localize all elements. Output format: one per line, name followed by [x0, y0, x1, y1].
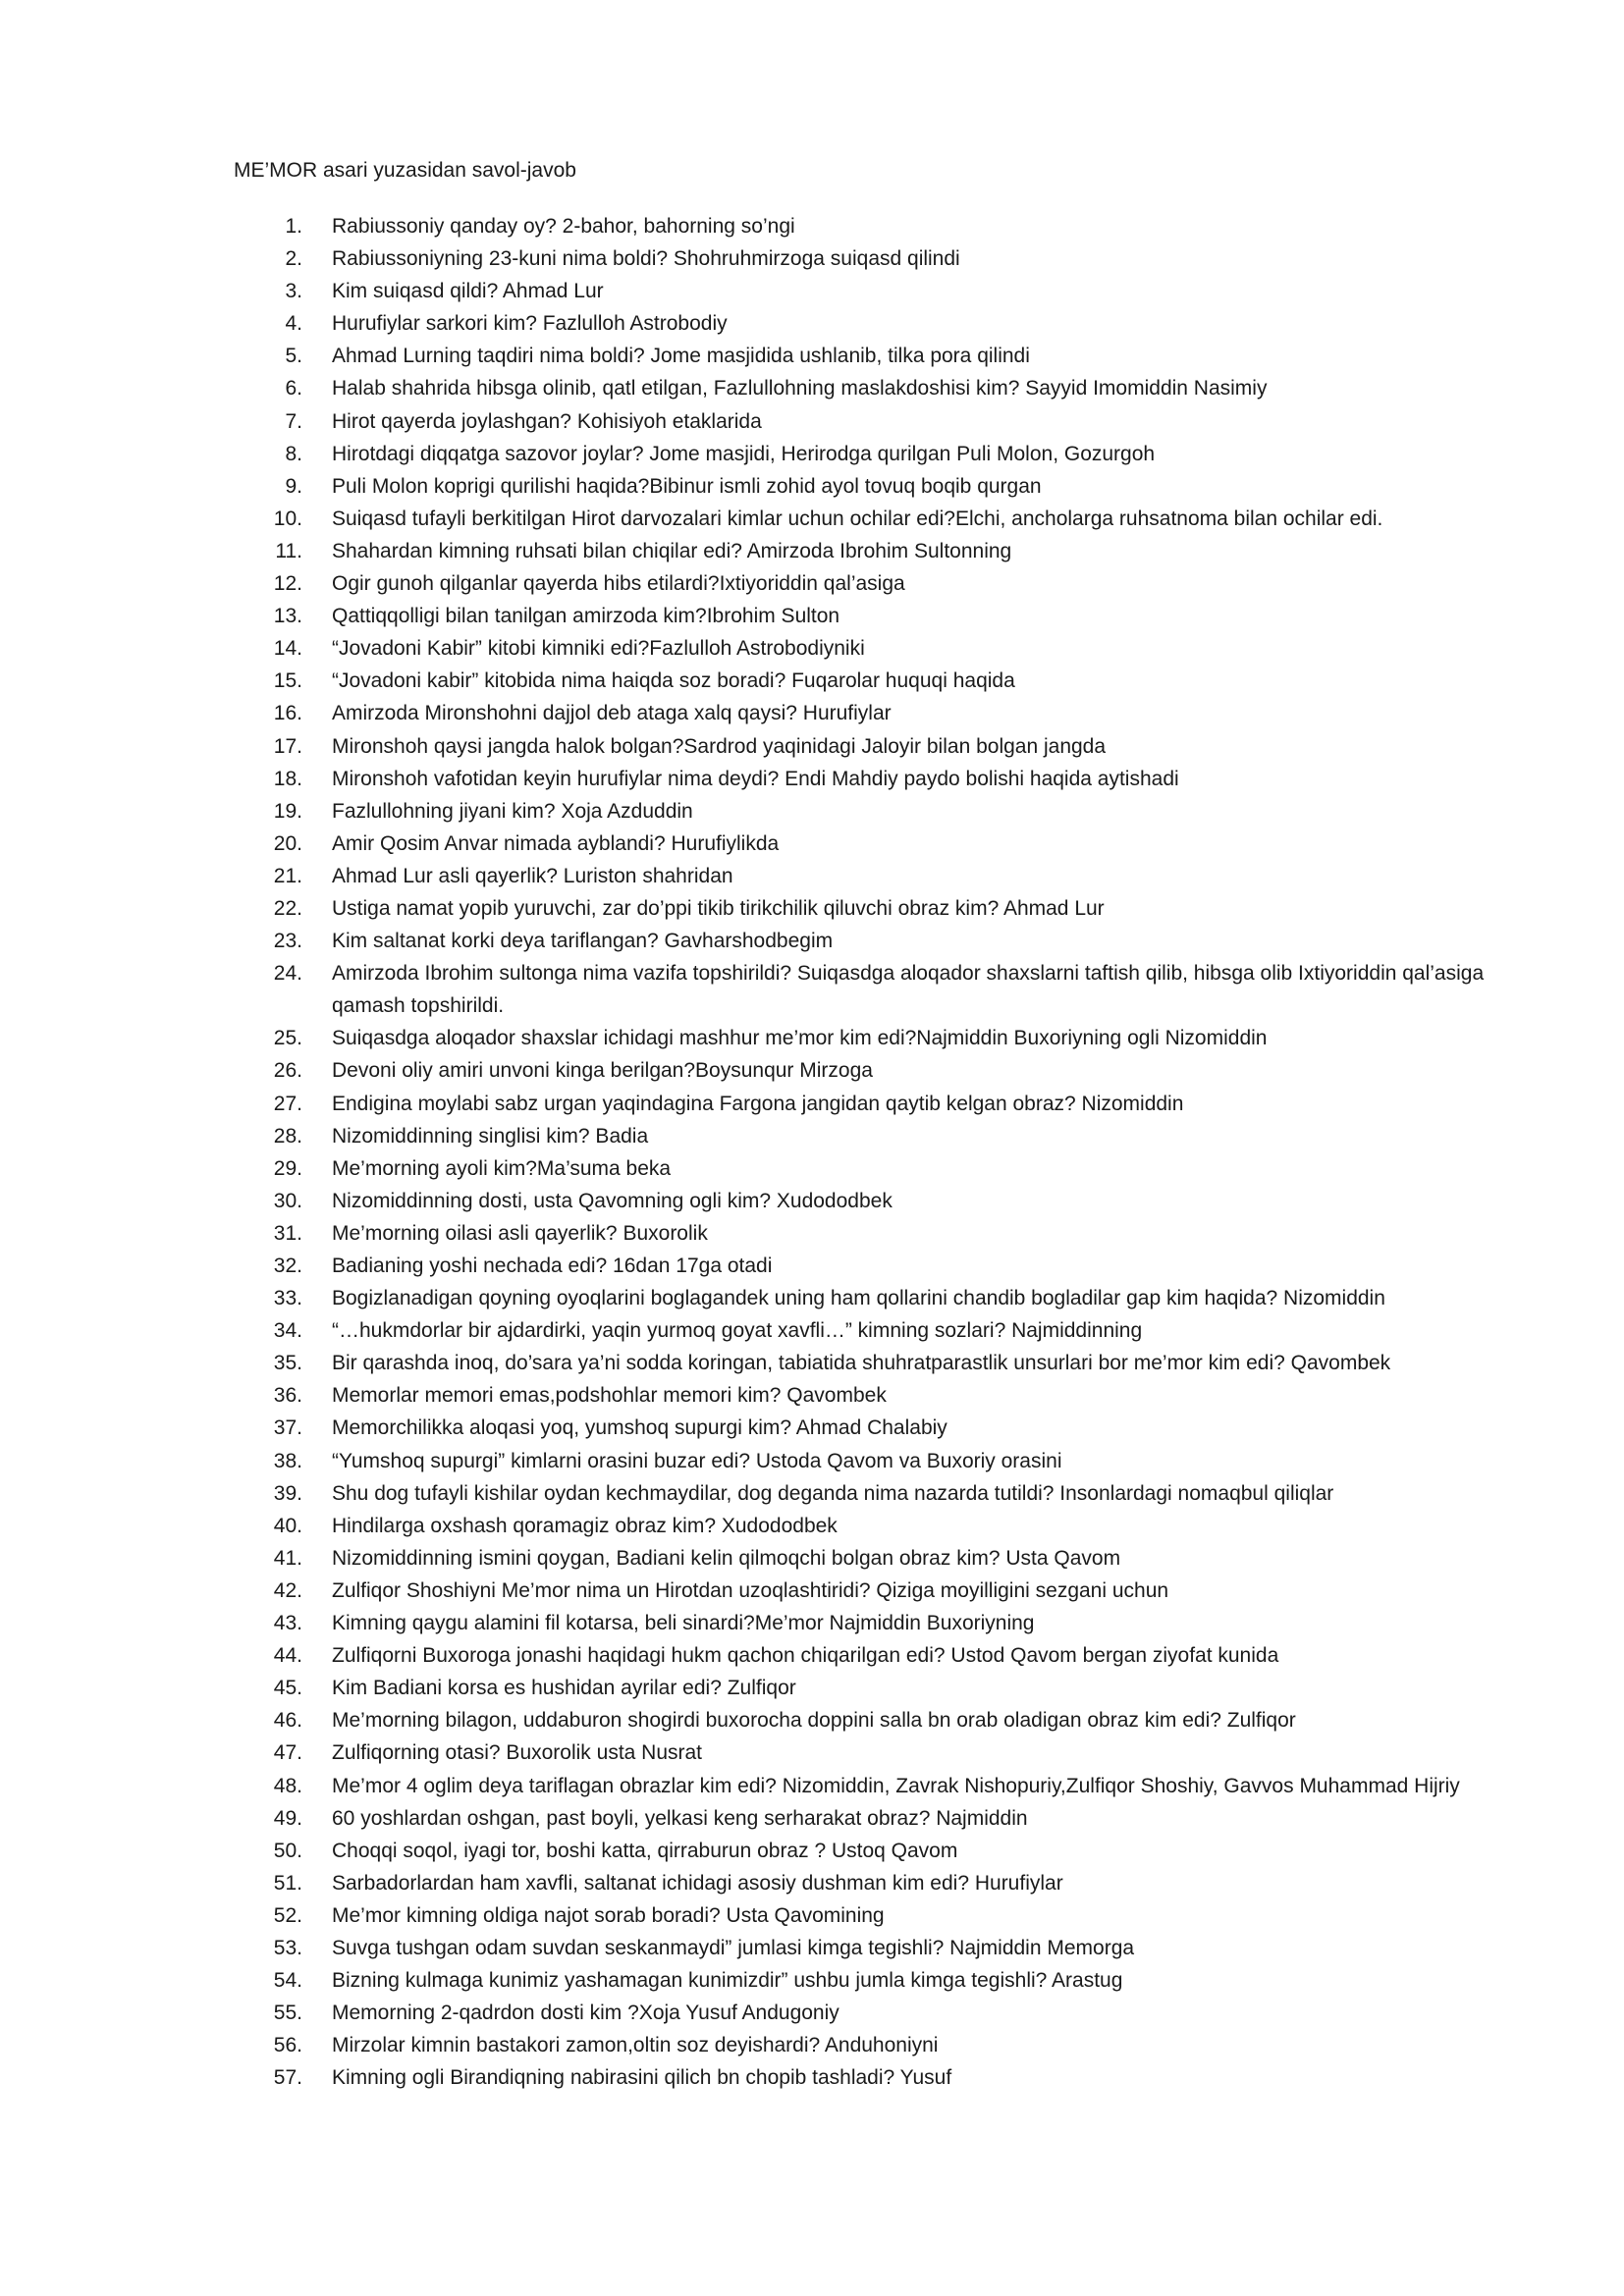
list-item-text: Kim suiqasd qildi? Ahmad Lur — [332, 280, 604, 303]
list-item-number: 41. — [273, 1546, 302, 1570]
list-item-text: Kim Badiani korsa es hushidan ayrilar edi? Zulfiqor — [332, 1677, 796, 1700]
list-item-text: Hirotdagi diqqatga sazovor joylar? Jome masjidi, Herirodga qurilgan Puli Molon, Gozurgoh — [332, 442, 1156, 465]
list-item-number: 37. — [273, 1416, 302, 1440]
list-item — [234, 567, 1530, 600]
list-item — [234, 860, 1530, 892]
list-item-text: Hindilarga oxshash qoramagiz obraz kim? Xudododbek — [332, 1514, 838, 1537]
list-item-text: “…hukmdorlar bir ajdardirki, yaqin yurmoq goyat xavfli…” kimning sozlari? Najmiddinning — [332, 1319, 1143, 1343]
list-item-number: 19. — [273, 799, 302, 823]
list-item — [234, 372, 1530, 404]
list-item — [234, 2029, 1530, 2061]
list-item-number: 17. — [273, 734, 302, 758]
question-answer-list — [234, 210, 1530, 2094]
list-item-text: Amirzoda Mironshohni dajjol deb ataga xalq qaysi? Hurufiylar — [332, 702, 892, 725]
list-item — [234, 1250, 1530, 1282]
list-item-number: 57. — [273, 2066, 302, 2090]
list-item-number: 32. — [273, 1255, 302, 1277]
list-item-number: 23. — [273, 930, 302, 953]
list-item — [234, 632, 1530, 665]
list-item-text: 60 yoshlardan oshgan, past boyli, yelkasi keng serharakat obraz? Najmiddin — [332, 1806, 1028, 1830]
list-item-text: Sarbadorlardan ham xavfli, saltanat ichidagi asosiy dushman kim edi? Hurufiylar — [332, 1871, 1063, 1895]
list-item — [234, 2061, 1530, 2094]
list-item — [234, 1997, 1530, 2029]
list-item-number: 53. — [273, 1936, 302, 1959]
list-item-number: 56. — [273, 2034, 302, 2057]
document-title: ME’MOR asari yuzasidan savol-javob — [234, 159, 576, 182]
list-item-number: 40. — [273, 1514, 302, 1537]
list-item-text: Kim saltanat korki deya tariflangan? Gavharshodbegim — [332, 930, 834, 953]
list-item — [234, 600, 1530, 632]
list-item-number: 15. — [273, 669, 302, 693]
list-item-number: 5. — [285, 345, 302, 368]
list-item — [234, 1704, 1530, 1736]
list-item-number: 43. — [273, 1612, 302, 1635]
list-item-text: Endigina moylabi sabz urgan yaqindagina Fargona jangidan qaytib kelgan obraz? Nizomiddin — [332, 1092, 1184, 1115]
list-item — [234, 535, 1530, 567]
list-item-text: Me’morning bilagon, uddaburon shogirdi buxorocha doppini salla bn orab oladigan obraz kim edi? Zulfiqor — [332, 1709, 1296, 1733]
list-item — [234, 1639, 1530, 1672]
list-item — [234, 1217, 1530, 1250]
list-item — [234, 1542, 1530, 1575]
list-item-number: 26. — [273, 1059, 302, 1083]
list-item-number: 48. — [273, 1774, 302, 1797]
list-item-text: Mirzolar kimnin bastakori zamon,oltin soz deyishardi? Anduhoniyni — [332, 2034, 939, 2057]
list-item-text: Me’mor kimning oldiga najot sorab boradi? Usta Qavomining — [332, 1903, 885, 1927]
list-item — [234, 1088, 1530, 1120]
list-item — [234, 1445, 1530, 1477]
list-item-text: Rabiussoniy qanday oy? 2-bahor, bahorning so’ngi — [332, 215, 795, 238]
list-item-number: 30. — [273, 1189, 302, 1212]
list-item-text: “Jovadoni kabir” kitobida nima haiqda soz boradi? Fuqarolar huquqi haqida — [332, 669, 1015, 693]
list-item-text: Halab shahrida hibsga olinib, qatl etilgan, Fazlullohning maslakdoshisi kim? Sayyid Imomiddin Nasimiy — [332, 377, 1268, 400]
list-item-number: 24. — [273, 962, 302, 986]
list-item-text: Ahmad Lurning taqdiri nima boldi? Jome masjidida ushlanib, tilka pora qilindi — [332, 345, 1030, 368]
list-item — [234, 1282, 1530, 1314]
list-item-number: 6. — [285, 377, 302, 400]
list-item-number: 52. — [273, 1903, 302, 1927]
list-item-number: 20. — [273, 831, 302, 855]
list-item — [234, 1964, 1530, 1997]
list-item-number: 28. — [273, 1124, 302, 1148]
list-item-number: 2. — [285, 247, 302, 271]
list-item-number: 31. — [273, 1221, 302, 1245]
list-item — [234, 1152, 1530, 1185]
list-item-number: 47. — [273, 1741, 302, 1765]
list-item — [234, 210, 1530, 242]
list-item-text: Zulfiqorning otasi? Buxorolik usta Nusrat — [332, 1741, 703, 1765]
list-item-text: Me’morning oilasi asli qayerlik? Buxorolik — [332, 1221, 708, 1245]
list-item — [234, 1802, 1530, 1835]
list-item-text: Nizomiddinning ismini qoygan, Badiani kelin qilmoqchi bolgan obraz kim? Usta Qavom — [332, 1546, 1121, 1570]
list-item — [234, 1120, 1530, 1152]
list-item-number: 7. — [285, 409, 302, 433]
list-item-number: 50. — [273, 1839, 302, 1862]
list-item-number: 12. — [273, 572, 302, 596]
list-item — [234, 1867, 1530, 1899]
list-item — [234, 1835, 1530, 1867]
list-item-text: Nizomiddinning dosti, usta Qavomning ogli kim? Xudododbek — [332, 1189, 893, 1212]
list-item-text: Bogizlanadigan qoyning oyoqlarini boglagandek uning ham qollarini chandib bogladilar gap kim haqida? Nizomiddin — [332, 1287, 1385, 1310]
list-item-number: 16. — [273, 702, 302, 725]
list-item-text: Me’morning ayoli kim?Ma’suma beka — [332, 1156, 672, 1180]
list-item-text: Memorlar memori emas,podshohlar memori kim? Qavombek — [332, 1384, 887, 1408]
list-item-text: Kimning qaygu alamini fil kotarsa, beli sinardi?Me’mor Najmiddin Buxoriyning — [332, 1612, 1035, 1635]
list-item-text: Rabiussoniyning 23-kuni nima boldi? Shohruhmirzoga suiqasd qilindi — [332, 247, 960, 271]
list-item-number: 22. — [273, 896, 302, 920]
list-item — [234, 1477, 1530, 1510]
list-item-number: 49. — [273, 1806, 302, 1830]
list-item-number: 45. — [273, 1677, 302, 1700]
list-item-text: Puli Molon koprigi qurilishi haqida?Bibinur ismli zohid ayol tovuq boqib qurgan — [332, 474, 1042, 498]
list-item-number: 21. — [273, 864, 302, 887]
list-item-text: Ogir gunoh qilganlar qayerda hibs etilardi?Ixtiyoriddin qal’asiga — [332, 572, 905, 596]
list-item-number: 10. — [273, 507, 302, 530]
list-item-number: 11. — [275, 539, 302, 562]
list-item-text: Choqqi soqol, iyagi tor, boshi katta, qirraburun obraz ? Ustoq Qavom — [332, 1839, 958, 1862]
list-item — [234, 1510, 1530, 1542]
list-item-text: Zulfiqor Shoshiyni Me’mor nima un Hirotdan uzoqlashtiridi? Qiziga moyilligini sezgani uchun — [332, 1578, 1169, 1602]
list-item-text: Bizning kulmaga kunimiz yashamagan kunimizdir” ushbu jumla kimga tegishli? Arastug — [332, 1969, 1123, 1993]
list-item-text: Badianing yoshi nechada edi? 16dan 17ga otadi — [332, 1255, 773, 1277]
list-item-text: Hirot qayerda joylashgan? Kohisiyoh etaklarida — [332, 409, 762, 433]
list-item — [234, 1379, 1530, 1412]
list-item — [234, 1022, 1530, 1054]
list-item-text: Nizomiddinning singlisi kim? Badia — [332, 1124, 649, 1148]
list-item-number: 18. — [273, 767, 302, 790]
list-item — [234, 795, 1530, 828]
list-item-number: 38. — [273, 1449, 302, 1472]
list-item-text: Kimning ogli Birandiqning nabirasini qilich bn chopib tashladi? Yusuf — [332, 2066, 952, 2090]
list-item — [234, 892, 1530, 925]
list-item-number: 9. — [285, 474, 302, 498]
list-item-text: Ustiga namat yopib yuruvchi, zar do’ppi tikib tirikchilik qiluvchi obraz kim? Ahmad Lur — [332, 896, 1105, 920]
list-item — [234, 503, 1530, 535]
list-item-text: Qattiqqolligi bilan tanilgan amirzoda kim?Ibrohim Sulton — [332, 605, 840, 628]
list-item-text: Suvga tushgan odam suvdan seskanmaydi” jumlasi kimga tegishli? Najmiddin Memorga — [332, 1936, 1135, 1959]
list-item-number: 39. — [273, 1481, 302, 1505]
list-item — [234, 1185, 1530, 1217]
list-item — [234, 242, 1530, 275]
list-item-number: 35. — [273, 1352, 302, 1375]
list-item-text: Devoni oliy amiri unvoni kinga berilgan?Boysunqur Mirzoga — [332, 1059, 873, 1083]
list-item-text: Suiqasdga aloqador shaxslar ichidagi mashhur me’mor kim edi?Najmiddin Buxoriyning ogli Nizomiddin — [332, 1027, 1268, 1050]
list-item-number: 51. — [273, 1871, 302, 1895]
list-item-text: Hurufiylar sarkori kim? Fazlulloh Astrobodiy — [332, 312, 728, 336]
list-item-text: Memorchilikka aloqasi yoq, yumshoq supurgi kim? Ahmad Chalabiy — [332, 1416, 947, 1440]
list-item — [234, 1607, 1530, 1639]
list-item-number: 54. — [273, 1969, 302, 1993]
list-item-number: 1. — [285, 215, 302, 238]
list-item-number: 27. — [273, 1092, 302, 1115]
list-item — [234, 1672, 1530, 1704]
list-item — [234, 1412, 1530, 1444]
list-item-number: 25. — [273, 1027, 302, 1050]
list-item — [234, 1770, 1530, 1802]
list-item-number: 29. — [273, 1156, 302, 1180]
list-item-text: Ahmad Lur asli qayerlik? Luriston shahridan — [332, 864, 733, 887]
list-item-text: Shu dog tufayli kishilar oydan kechmaydilar, dog deganda nima nazarda tutildi? Insonlardagi nomaqbul qiliqlar — [332, 1481, 1334, 1505]
list-item-number: 46. — [273, 1709, 302, 1733]
list-item — [234, 763, 1530, 795]
list-item — [234, 1932, 1530, 1964]
list-item-text: Mironshoh qaysi jangda halok bolgan?Sardrod yaqinidagi Jaloyir bilan bolgan jangda — [332, 734, 1107, 758]
list-item-number: 42. — [273, 1578, 302, 1602]
list-item — [234, 697, 1530, 729]
list-item-number: 36. — [273, 1384, 302, 1408]
list-item — [234, 405, 1530, 438]
list-item — [234, 925, 1530, 957]
list-item-number: 3. — [285, 280, 302, 303]
list-item — [234, 1736, 1530, 1769]
list-item — [234, 307, 1530, 340]
list-item-text: Zulfiqorni Buxoroga jonashi haqidagi hukm qachon chiqarilgan edi? Ustod Qavom bergan ziyofat kunida — [332, 1644, 1279, 1668]
list-item — [234, 730, 1530, 763]
list-item-text: Amirzoda Ibrohim sultonga nima vazifa topshirildi? Suiqasdga aloqador shaxslarni taftish qilib, hibsga olib Ixtiyoriddin qal’asiga qamash topshirildi. — [332, 962, 1485, 1018]
list-item — [234, 340, 1530, 372]
list-item — [234, 1347, 1530, 1379]
list-item-text: Shahardan kimning ruhsati bilan chiqilar edi? Amirzoda Ibrohim Sultonning — [332, 539, 1012, 562]
list-item — [234, 665, 1530, 697]
list-item-number: 55. — [273, 2002, 302, 2025]
list-item-number: 14. — [273, 637, 302, 661]
list-item-number: 4. — [285, 312, 302, 336]
list-item-number: 13. — [273, 605, 302, 628]
list-item — [234, 1899, 1530, 1932]
list-item-text: Suiqasd tufayli berkitilgan Hirot darvozalari kimlar uchun ochilar edi?Elchi, ancholarga ruhsatnoma bilan ochilar edi. — [332, 507, 1383, 530]
list-item-text: Bir qarashda inoq, do’sara ya’ni sodda koringan, tabiatida shuhratparastlik unsurlari bor me’mor kim edi? Qavombek — [332, 1352, 1391, 1375]
list-item-number: 33. — [273, 1287, 302, 1310]
list-item-text: Mironshoh vafotidan keyin hurufiylar nima deydi? Endi Mahdiy paydo bolishi haqida aytishadi — [332, 767, 1179, 790]
list-item-text: Memorning 2-qadrdon dosti kim ?Xoja Yusuf Andugoniy — [332, 2002, 839, 2025]
list-item-number: 44. — [273, 1644, 302, 1668]
list-item-text: Me’mor 4 oglim deya tariflagan obrazlar kim edi? Nizomiddin, Zavrak Nishopuriy,Zulfiqor Shoshiy, Gavvos Muhammad Hijriy — [332, 1774, 1460, 1797]
list-item-number: 34. — [273, 1319, 302, 1343]
list-item-text: Fazlullohning jiyani kim? Xoja Azduddin — [332, 799, 693, 823]
list-item — [234, 438, 1530, 470]
list-item — [234, 1575, 1530, 1607]
list-item — [234, 1054, 1530, 1087]
list-item — [234, 275, 1530, 307]
list-item-text: “Yumshoq supurgi” kimlarni orasini buzar edi? Ustoda Qavom va Buxoriy orasini — [332, 1449, 1062, 1472]
list-item-text: Amir Qosim Anvar nimada ayblandi? Hurufiylikda — [332, 831, 780, 855]
list-item — [234, 957, 1530, 1022]
list-item-number: 8. — [285, 442, 302, 465]
list-item-text: “Jovadoni Kabir” kitobi kimniki edi?Fazlulloh Astrobodiyniki — [332, 637, 865, 661]
list-item — [234, 1314, 1530, 1347]
list-item — [234, 828, 1530, 860]
list-item — [234, 470, 1530, 503]
